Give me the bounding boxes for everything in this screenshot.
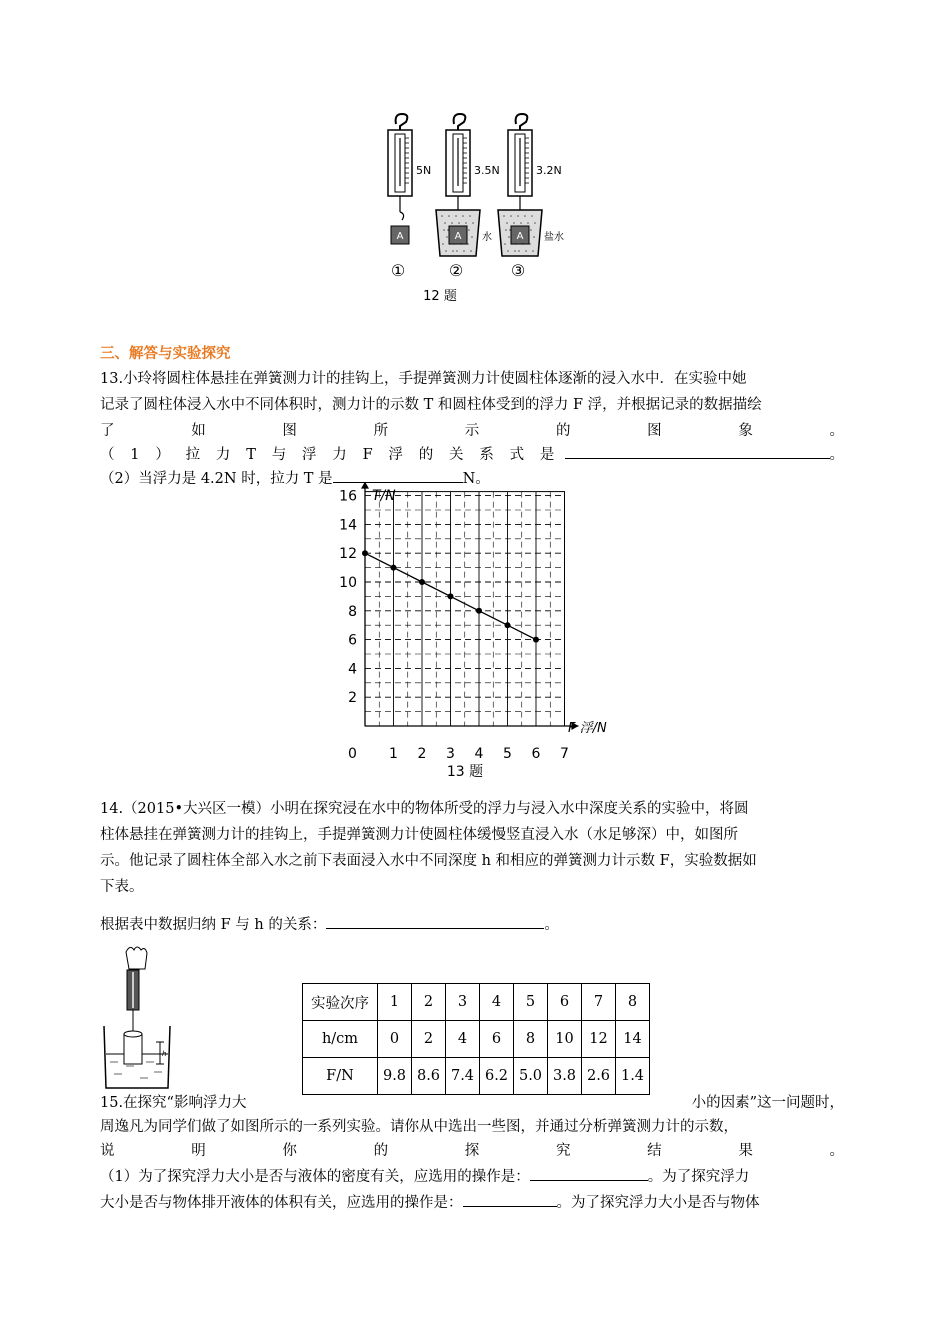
table-row: [303, 1021, 650, 1058]
block-label: A: [516, 231, 524, 242]
text-char: 究: [555, 1143, 571, 1159]
table-cell: 14: [616, 1021, 650, 1058]
y-tick-label: 8: [348, 603, 357, 620]
table-cell: 6: [480, 1021, 514, 1058]
q14-line5: [100, 912, 559, 938]
q14-apparatus: [96, 942, 186, 1092]
text-char: F: [362, 447, 373, 463]
text-char: 说: [100, 1143, 115, 1159]
text-char: 你: [282, 1143, 297, 1159]
table-cell: 6: [548, 984, 582, 1021]
cylinder-icon: [124, 1034, 142, 1064]
text-char: 示: [464, 423, 480, 439]
table-cell: 1.4: [616, 1058, 650, 1095]
text-char: 浮: [388, 447, 403, 463]
text-char: 的: [373, 1143, 389, 1159]
text-char: ）: [155, 447, 170, 463]
text-char: 象: [738, 423, 753, 439]
liquid-label: 水: [482, 232, 492, 243]
y-tick-label: 2: [348, 690, 357, 707]
x-tick-label: 3: [446, 746, 455, 762]
table-cell: 3: [446, 984, 480, 1021]
x-tick-label: 2: [417, 746, 427, 762]
q13-answer-blank-1[interactable]: [565, 442, 830, 459]
q15-line1-end: 小的因素”这一问题时，: [691, 1095, 844, 1111]
svg-text:h: h: [162, 1050, 167, 1058]
table-cell: 8: [616, 984, 650, 1021]
q15-answer-blank-2[interactable]: [463, 1190, 557, 1207]
text-char: 关: [449, 447, 464, 463]
y-tick-label: 14: [339, 517, 357, 534]
figure-number: ②: [448, 261, 464, 280]
table-cell: 5: [514, 984, 548, 1021]
q14-data-table: [302, 983, 650, 1095]
q15-answer-blank-1[interactable]: [530, 1164, 648, 1181]
fig12-caption: 12 题: [423, 289, 457, 304]
q15-line1: [100, 1090, 844, 1116]
table-cell: 4: [480, 984, 514, 1021]
q15-line4-start: （1）为了探究浮力大小是否与液体的密度有关，应选用的操作是：: [100, 1169, 530, 1185]
q14-line3: 示。他记录了圆柱体全部入水之前下表面浸入水中不同深度 h 和相应的弹簧测力计示数 F，实验数据如: [100, 853, 757, 869]
scale-reading: 5N: [416, 164, 432, 177]
q13-line4: [100, 442, 844, 468]
text-char: 与: [271, 447, 287, 463]
table-cell: 3.8: [548, 1058, 582, 1095]
y-tick-label: 16: [339, 488, 357, 505]
text-char: 1: [130, 447, 140, 463]
q13-line2: 记录了圆柱体浸入水中不同体积时，测力计的示数 T 和圆柱体受到的浮力 F 浮，并根据记录的数据描绘: [100, 397, 762, 413]
chart-origin-label: 0: [348, 746, 357, 762]
table-cell: 8: [514, 1021, 548, 1058]
text-char: 所: [373, 423, 389, 439]
data-point: [476, 608, 482, 614]
q15-line5-start: 大小是否与物体排开液体的体积有关，应选用的操作是：: [100, 1195, 463, 1211]
text-char: 拉: [185, 447, 201, 463]
text-char: 式: [509, 447, 525, 463]
q15-line2: 周逸凡为同学们做了如图所示的一系列实验。请你从中选出一些图，并通过分析弹簧测力计的示数，: [100, 1119, 738, 1135]
table-cell: 2: [412, 984, 446, 1021]
q13-line5-start: （2）当浮力是 4.2N 时，拉力 T 是: [100, 471, 333, 487]
table-cell: 7.4: [446, 1058, 480, 1095]
block-label: A: [454, 231, 462, 242]
q15-line4-end: 。为了探究浮力: [647, 1169, 750, 1185]
text-char: 了: [100, 423, 115, 439]
q13-answer-blank-2[interactable]: [333, 466, 463, 483]
q13-line5-end: N。: [462, 471, 490, 487]
q14-answer-blank[interactable]: [326, 912, 544, 929]
data-point: [505, 622, 511, 628]
table-cell: 7: [582, 984, 616, 1021]
x-tick-label: 6: [531, 746, 541, 762]
scale-reading: 3.5N: [474, 164, 500, 177]
hook-icon: [396, 114, 408, 130]
y-axis-arrow: [361, 482, 369, 489]
text-char: 。: [829, 423, 844, 439]
text-char: 结: [647, 1143, 662, 1159]
text-char: 的: [555, 423, 571, 439]
liquid-label: 盐水: [544, 232, 564, 243]
table-row: [303, 1058, 650, 1095]
text-char: （: [100, 447, 115, 463]
table-row-header: h/cm: [303, 1021, 378, 1058]
data-point: [533, 637, 539, 643]
table-cell: 8.6: [412, 1058, 446, 1095]
fig12-spring-scales: [370, 108, 590, 308]
text-char: 系: [479, 447, 494, 463]
table-cell: 0: [378, 1021, 412, 1058]
table-cell: 9.8: [378, 1058, 412, 1095]
block-label: A: [396, 231, 404, 242]
hook-icon: [454, 114, 466, 130]
chart-xlabel: F 浮/N: [568, 721, 607, 736]
q15-line5-end: 。为了探究浮力大小是否与物体: [556, 1195, 760, 1211]
q15-line5: [100, 1190, 760, 1216]
text-char: 图: [282, 423, 297, 439]
table-row-header: 实验次序: [303, 984, 378, 1021]
table-cell: 2: [412, 1021, 446, 1058]
table-cell: 6.2: [480, 1058, 514, 1095]
q14-line4: 下表。: [100, 879, 144, 895]
y-tick-label: 6: [348, 632, 357, 649]
text-char: 。: [829, 1143, 844, 1159]
hook-icon: [516, 114, 528, 130]
text-char: T: [246, 447, 256, 463]
q13-line4-end: 。: [829, 447, 844, 463]
text-char: 探: [464, 1143, 480, 1159]
q14-line5-start: 根据表中数据归纳 F 与 h 的关系：: [100, 917, 327, 933]
q14-line2: 柱体悬挂在弹簧测力计的挂钩上，手提弹簧测力计使圆柱体缓慢竖直浸入水（水足够深）中，如图所: [100, 827, 738, 843]
y-tick-label: 4: [348, 661, 357, 678]
y-tick-label: 12: [339, 546, 357, 563]
figure-number: ①: [390, 261, 406, 280]
table-cell: 10: [548, 1021, 582, 1058]
q15-line3: [100, 1138, 844, 1164]
x-tick-label: 1: [389, 746, 398, 762]
scale-reading: 3.2N: [536, 164, 562, 177]
table-cell: 4: [446, 1021, 480, 1058]
x-tick-label: 5: [503, 746, 512, 762]
figure-number: ③: [510, 261, 526, 280]
table-row: [303, 984, 650, 1021]
text-char: 果: [738, 1143, 753, 1159]
table-cell: 1: [378, 984, 412, 1021]
text-char: 是: [539, 447, 555, 463]
q13-chart: [320, 482, 630, 782]
text-char: 的: [418, 447, 434, 463]
data-point: [391, 565, 397, 571]
text-char: 浮: [301, 447, 317, 463]
q13-line1: 13.小玲将圆柱体悬挂在弹簧测力计的挂钩上，手提弹簧测力计使圆柱体逐渐的浸入水中．在实验中她: [100, 371, 747, 387]
q14-line5-end: 。: [544, 917, 559, 933]
y-tick-label: 10: [339, 575, 357, 591]
text-char: 如: [191, 423, 206, 439]
x-tick-label: 7: [560, 746, 569, 762]
data-point: [419, 579, 425, 585]
table-cell: 12: [582, 1021, 616, 1058]
text-char: 力: [215, 447, 231, 463]
chart-caption: 13 题: [446, 764, 484, 780]
q13-line3: [100, 418, 844, 444]
data-point: [448, 593, 454, 599]
text-char: 明: [191, 1143, 206, 1159]
q15-line1-start: 15.在探究“影响浮力大: [100, 1095, 247, 1111]
text-char: 图: [647, 423, 662, 439]
table-cell: 5.0: [514, 1058, 548, 1095]
data-point: [362, 550, 368, 556]
text-char: 力: [332, 447, 347, 463]
hand-icon: [126, 947, 147, 969]
section-title: 三、解答与实验探究: [100, 346, 231, 362]
q14-line1: 14.（2015•大兴区一模）小明在探究浸在水中的物体所受的浮力与浸入水中深度关系的实验中，将圆: [100, 801, 749, 817]
chart-ylabel: T/N: [372, 488, 396, 504]
table-row-header: F/N: [303, 1058, 378, 1095]
x-tick-label: 4: [474, 746, 484, 762]
q15-line4: [100, 1164, 749, 1190]
table-cell: 2.6: [582, 1058, 616, 1095]
